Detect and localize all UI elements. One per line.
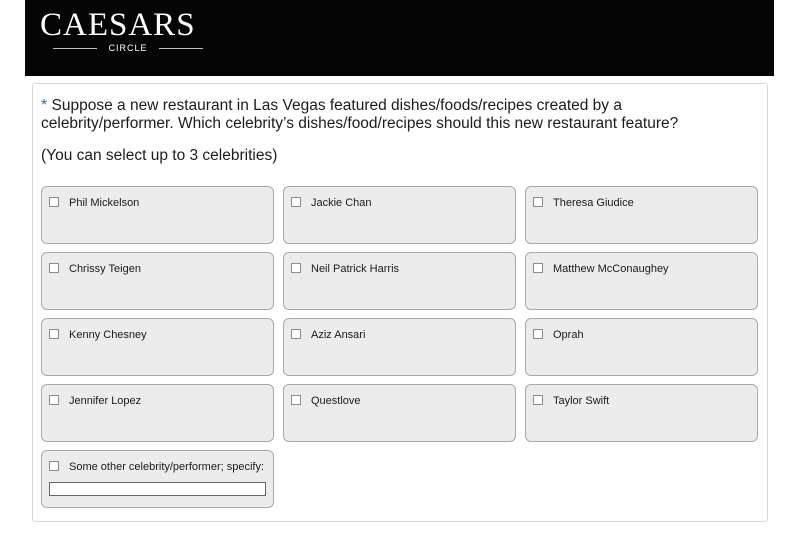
checkbox[interactable] bbox=[291, 329, 301, 339]
checkbox[interactable] bbox=[49, 395, 59, 405]
checkbox[interactable] bbox=[533, 329, 543, 339]
option-label: Matthew McConaughey bbox=[553, 263, 669, 275]
logo-line-right bbox=[159, 48, 203, 49]
option-other-celebrity[interactable] bbox=[41, 450, 274, 508]
option-label: Kenny Chesney bbox=[69, 329, 147, 341]
checkbox[interactable] bbox=[291, 197, 301, 207]
checkbox[interactable] bbox=[533, 197, 543, 207]
checkbox[interactable] bbox=[49, 461, 59, 471]
option-taylor-swift[interactable] bbox=[525, 384, 758, 442]
option-label: Oprah bbox=[553, 329, 584, 341]
option-theresa-giudice[interactable] bbox=[525, 186, 758, 244]
option-jackie-chan[interactable] bbox=[283, 186, 516, 244]
option-questlove[interactable] bbox=[283, 384, 516, 442]
option-label: Questlove bbox=[311, 395, 361, 407]
option-chrissy-teigen[interactable] bbox=[41, 252, 274, 310]
option-label: Jackie Chan bbox=[311, 197, 372, 209]
option-neil-patrick-harris[interactable] bbox=[283, 252, 516, 310]
specify-input[interactable] bbox=[49, 482, 266, 496]
option-label: Aziz Ansari bbox=[311, 329, 366, 341]
option-kenny-chesney[interactable] bbox=[41, 318, 274, 376]
logo-line-left bbox=[53, 48, 97, 49]
option-aziz-ansari[interactable] bbox=[283, 318, 516, 376]
option-phil-mickelson[interactable] bbox=[41, 186, 274, 244]
checkbox[interactable] bbox=[533, 395, 543, 405]
option-label: Chrissy Teigen bbox=[69, 263, 141, 275]
checkbox[interactable] bbox=[291, 263, 301, 273]
option-label: Taylor Swift bbox=[553, 395, 610, 407]
checkbox[interactable] bbox=[533, 263, 543, 273]
required-asterisk: * bbox=[41, 97, 48, 114]
option-label: Theresa Giudice bbox=[553, 197, 634, 209]
question-text bbox=[41, 97, 741, 133]
option-label: Neil Patrick Harris bbox=[311, 263, 400, 275]
checkbox[interactable] bbox=[291, 395, 301, 405]
option-matthew-mcconaughey[interactable] bbox=[525, 252, 758, 310]
checkbox[interactable] bbox=[49, 197, 59, 207]
header-banner bbox=[25, 0, 774, 76]
selection-note: (You can select up to 3 celebrities) bbox=[41, 147, 278, 164]
option-label: Jennifer Lopez bbox=[69, 395, 142, 407]
option-oprah[interactable] bbox=[525, 318, 758, 376]
option-label: Phil Mickelson bbox=[69, 197, 140, 209]
logo-sub-text: CIRCLE bbox=[108, 43, 148, 53]
option-jennifer-lopez[interactable] bbox=[41, 384, 274, 442]
checkbox[interactable] bbox=[49, 329, 59, 339]
option-label: Some other celebrity/performer; specify: bbox=[69, 461, 265, 473]
caesars-logo: CAESARS bbox=[40, 7, 196, 43]
circle-logo-sub bbox=[39, 42, 209, 54]
checkbox[interactable] bbox=[49, 263, 59, 273]
question-body: Suppose a new restaurant in Las Vegas featured dishes/foods/recipes created by a celebrity/performer. Which celebrity’s dishes/food/recipes should this new restaurant feature? bbox=[41, 97, 679, 132]
